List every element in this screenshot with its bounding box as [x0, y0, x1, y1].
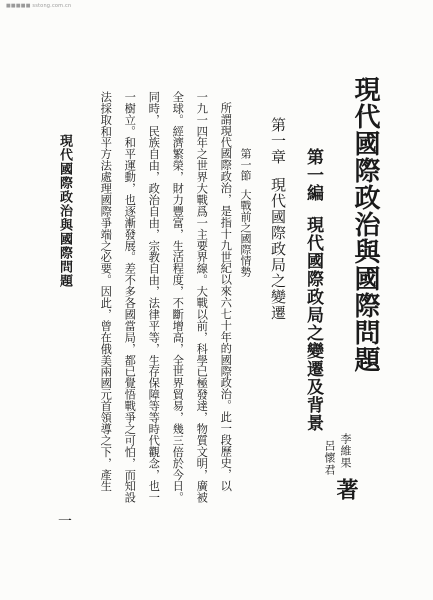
body-line: 法採取和平方法處理國際爭端之必要。因此，曾在俄美兩國元首領導之下，產生 — [99, 91, 113, 492]
section-number: 第一節 — [239, 148, 252, 181]
body-line: 所謂現代國際政治，是指十九世紀以來六七十年的國際政治。此一段歷史，以 — [219, 102, 233, 492]
watermark: ■■■■■ sstong.com.cn — [6, 3, 72, 9]
body-line: 一樹立。和平運動，也逐漸發展。差不多各國當局，都已覺悟戰爭之可怕，而知設 — [123, 91, 137, 504]
body-line: 全球。經濟繁榮，財力豐富，生活程度，不斷增高，全世界貿易，幾三倍於今日。 — [171, 91, 185, 504]
book-title: 現代國際政治與國際問題 — [350, 76, 380, 373]
body-line: 同時，民族自由，政治自由，宗教自由，法律平等，生存保障等等時代觀念，也一 — [147, 91, 161, 504]
chapter-heading — [270, 117, 285, 321]
chapter-title: 現代國際政局之變遷 — [269, 177, 287, 321]
body-line: 一九一四年之世界大戰爲一主要界線。大戰以前，科學已極發達，物質文明，廣被 — [195, 91, 209, 504]
part-number: 第一編 — [303, 148, 323, 202]
author-suffix: 著 — [333, 478, 359, 500]
page-number: 一 — [58, 514, 72, 530]
section-heading — [240, 148, 251, 277]
part-title: 現代國際政局之變遷及背景 — [303, 216, 323, 432]
section-title: 大戰前之國際情勢 — [239, 189, 252, 277]
part-heading — [304, 148, 321, 432]
author-name-1: 李維果 — [339, 433, 352, 469]
chapter-number: 第一章 — [269, 117, 287, 165]
running-header: 現代國際政治與國際問題 — [57, 134, 72, 288]
author-name-2: 呂懷君 — [323, 440, 336, 476]
